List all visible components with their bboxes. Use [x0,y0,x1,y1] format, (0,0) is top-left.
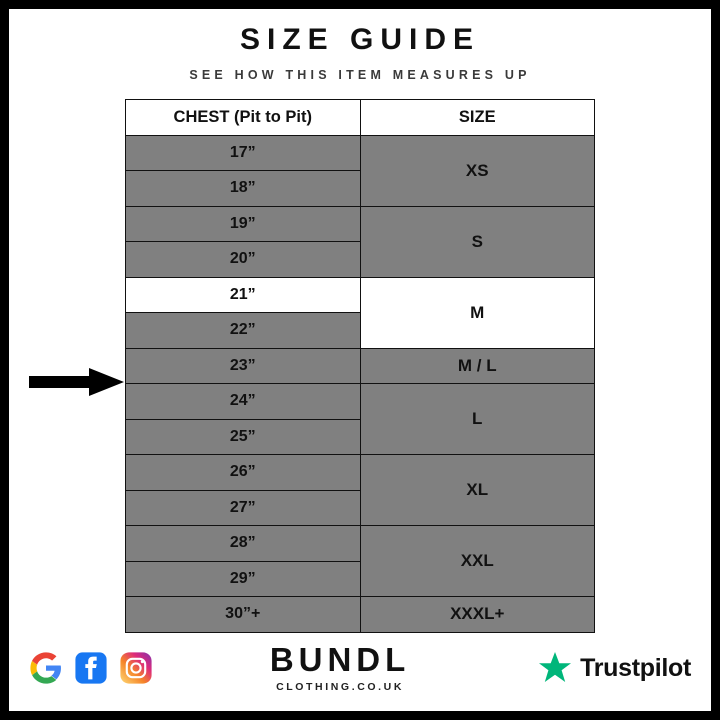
facebook-icon [74,651,108,685]
chest-cell: 29” [126,561,361,597]
chest-cell: 22” [126,313,361,349]
page-title: SIZE GUIDE [239,23,481,56]
trustpilot-star-icon [537,650,573,686]
instagram-icon [119,651,153,685]
trustpilot-label: Trustpilot [580,653,691,682]
chest-cell: 24” [126,384,361,420]
chest-cell: 20” [126,242,361,278]
chest-cell: 27” [126,490,361,526]
chest-cell: 28” [126,526,361,562]
table-header-row [126,100,595,136]
size-cell: XXL [360,526,595,597]
table-row [126,348,595,384]
chest-cell: 30”+ [126,597,361,633]
brand-name: BUNDL [269,641,411,678]
table-row [126,526,595,562]
page-subtitle: SEE HOW THIS ITEM MEASURES UP [189,68,531,82]
brand-domain: CLOTHING.CO.UK [276,681,405,693]
size-guide-card [9,9,711,711]
size-cell: L [360,384,595,455]
size-cell-selected: M [360,277,595,348]
chest-cell: 26” [126,455,361,491]
size-cell: XS [360,135,595,206]
chest-cell: 23” [126,348,361,384]
size-table [125,99,595,633]
google-icon [29,651,63,685]
size-cell: XXXL+ [360,597,595,633]
trustpilot-logo [537,650,691,686]
footer [9,637,711,699]
size-cell: S [360,206,595,277]
table-row [126,135,595,171]
column-header-chest: CHEST (Pit to Pit) [126,100,361,136]
column-header-size: SIZE [360,100,595,136]
chest-cell: 25” [126,419,361,455]
size-cell: XL [360,455,595,526]
selection-arrow-icon [29,367,125,397]
chest-cell: 17” [126,135,361,171]
table-row-highlighted [126,277,595,313]
table-row [126,384,595,420]
chest-cell: 18” [126,171,361,207]
chest-cell: 19” [126,206,361,242]
size-cell: M / L [360,348,595,384]
table-row [126,455,595,491]
brand-logo [270,643,410,693]
table-row [126,206,595,242]
table-row [126,597,595,633]
social-icons [29,651,153,685]
size-table-wrap [125,99,595,633]
chest-cell-selected: 21” [126,277,361,313]
